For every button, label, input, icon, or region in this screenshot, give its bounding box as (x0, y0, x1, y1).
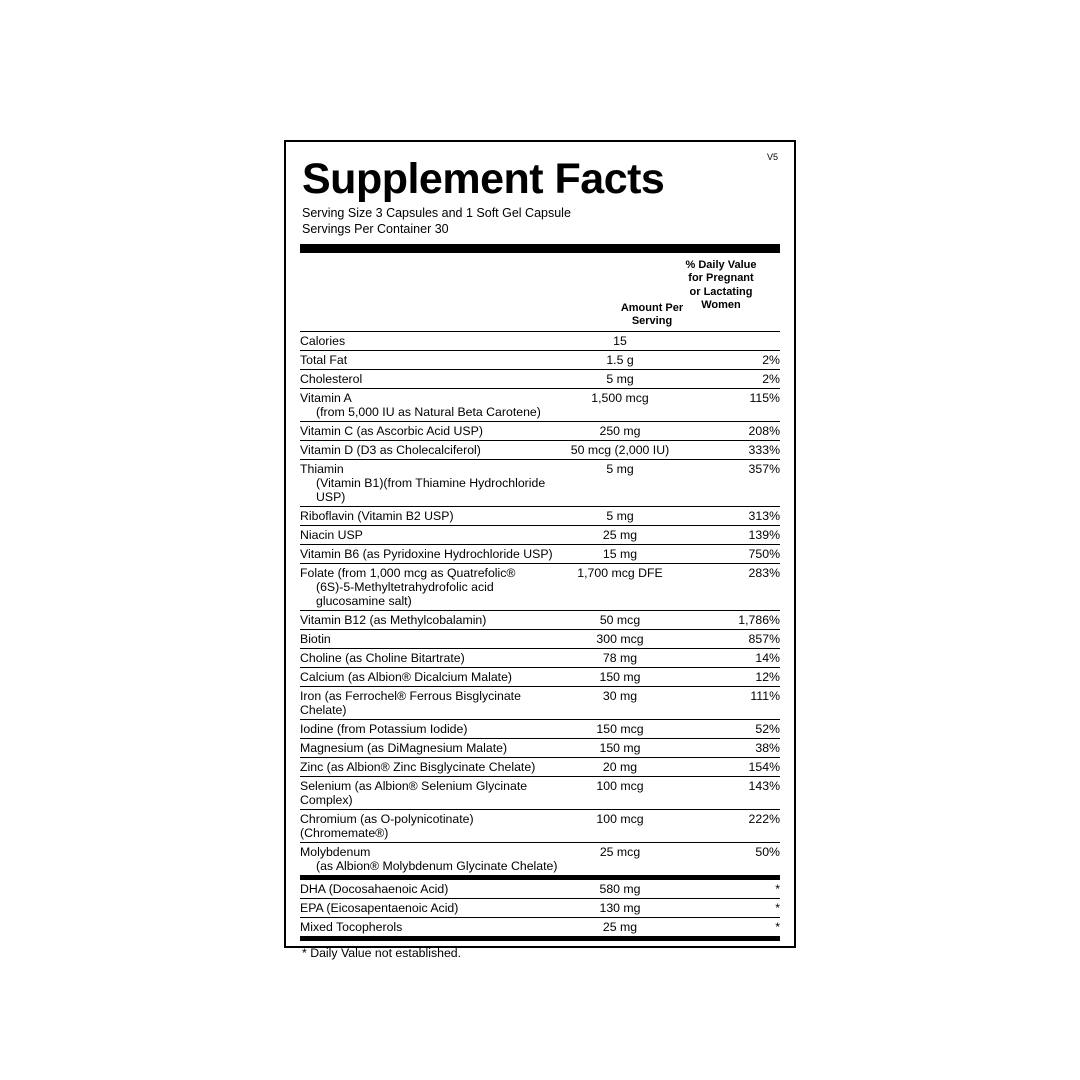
table-row (300, 776, 780, 809)
header-daily-value (666, 259, 776, 313)
nutrient-daily-value: * (680, 898, 780, 917)
nutrient-source-note: (Vitamin B1)(from Thiamine Hydrochloride USP) (316, 475, 546, 504)
nutrient-name: Magnesium (as DiMagnesium Malate) (300, 738, 560, 757)
nutrients-table (300, 332, 780, 875)
nutrient-name: Iodine (from Potassium Iodide) (300, 719, 560, 738)
nutrient-daily-value: 333% (680, 440, 780, 459)
table-row (300, 898, 780, 917)
nutrient-daily-value: 313% (680, 506, 780, 525)
table-row (300, 350, 780, 369)
table-row (300, 719, 780, 738)
nutrient-amount: 1,500 mcg (560, 388, 680, 421)
nutrient-name: Chromium (as O-polynicotinate) (Chromemate®) (300, 809, 560, 842)
nutrient-amount: 100 mcg (560, 776, 680, 809)
serving-size: Serving Size 3 Capsules and 1 Soft Gel Capsule (302, 206, 571, 221)
nutrient-name: Total Fat (300, 350, 560, 369)
table-row (300, 459, 780, 506)
nutrient-source-note: (6S)-5-Methyltetrahydrofolic acid glucosamine salt) (316, 579, 494, 608)
table-row (300, 667, 780, 686)
nutrient-name: Riboflavin (Vitamin B2 USP) (300, 506, 560, 525)
header-dv-line3: or Lactating (689, 285, 753, 298)
nutrient-daily-value: 357% (680, 459, 780, 506)
nutrient-name: Calcium (as Albion® Dicalcium Malate) (300, 667, 560, 686)
header-dv-line1: % Daily Value (685, 258, 757, 271)
table-row (300, 421, 780, 440)
table-row (300, 629, 780, 648)
table-row (300, 809, 780, 842)
nutrient-amount: 150 mg (560, 738, 680, 757)
nutrient-daily-value: 857% (680, 629, 780, 648)
nutrient-amount: 1.5 g (560, 350, 680, 369)
nutrient-daily-value: 50% (755, 844, 780, 859)
table-row (300, 917, 780, 936)
nutrient-daily-value: 115% (680, 388, 780, 421)
nutrient-daily-value: 154% (680, 757, 780, 776)
header-dv-line2: for Pregnant (688, 272, 754, 285)
header-dv-line4: Women (701, 298, 741, 311)
table-row (300, 563, 780, 610)
nutrient-amount: 130 mg (560, 898, 680, 917)
nutrient-daily-value: 111% (680, 686, 780, 719)
table-header (300, 253, 780, 331)
table-row (300, 610, 780, 629)
table-row (300, 332, 780, 351)
nutrient-name: Vitamin A (from 5,000 IU as Natural Beta Carotene) (300, 388, 560, 421)
nutrient-amount: 1,700 mcg DFE (560, 563, 680, 610)
nutrient-amount: 25 mcg (599, 844, 641, 859)
table-row (300, 525, 780, 544)
table-row (300, 842, 780, 875)
table-row (300, 738, 780, 757)
nutrient-daily-value (680, 332, 780, 351)
nutrient-daily-value: 38% (680, 738, 780, 757)
nutrient-daily-value: 1,786% (680, 610, 780, 629)
nutrient-daily-value: 208% (680, 421, 780, 440)
nutrient-amount: 100 mcg (560, 809, 680, 842)
nutrient-amount: 150 mcg (560, 719, 680, 738)
nutrient-amount: 30 mg (560, 686, 680, 719)
nutrient-daily-value: * (775, 919, 780, 934)
nutrient-amount: 150 mg (560, 667, 680, 686)
nutrient-name: Selenium (as Albion® Selenium Glycinate Complex) (300, 776, 560, 809)
nutrient-amount: 20 mg (560, 757, 680, 776)
nutrient-name: Vitamin B12 (as Methylcobalamin) (300, 610, 560, 629)
nutrient-daily-value: 2% (680, 350, 780, 369)
table-row (300, 369, 780, 388)
nutrient-name: DHA (Docosahaenoic Acid) (300, 880, 560, 899)
header-amount-line2: Serving (631, 315, 673, 328)
nutrient-daily-value: 52% (680, 719, 780, 738)
nutrient-amount: 15 mg (560, 544, 680, 563)
nutrient-name: Niacin USP (300, 525, 560, 544)
nutrient-name: Cholesterol (300, 369, 560, 388)
nutrient-daily-value: 12% (680, 667, 780, 686)
nutrient-name: Thiamin (Vitamin B1)(from Thiamine Hydrochloride USP) (300, 459, 560, 506)
table-row (300, 440, 780, 459)
table-row (300, 880, 780, 899)
nutrient-name: Biotin (300, 629, 560, 648)
nutrient-amount: 5 mg (560, 506, 680, 525)
nutrient-amount: 5 mg (560, 459, 680, 506)
nutrient-daily-value: 2% (680, 369, 780, 388)
panel-inner (300, 150, 780, 960)
nutrient-name: Iron (as Ferrochel® Ferrous Bisglycinate Chelate) (300, 686, 560, 719)
nutrient-daily-value: 283% (680, 563, 780, 610)
nutrient-name: Folate (from 1,000 mcg as Quatrefolic® (6S)-5-Methyltetrahydrofolic acid glucosamine salt) (300, 563, 560, 610)
version-label: V5 (766, 152, 778, 162)
nutrient-amount: 250 mg (560, 421, 680, 440)
page-title: Supplement Facts (302, 155, 665, 203)
nutrient-daily-value: 222% (680, 809, 780, 842)
nutrient-name: Calories (300, 332, 560, 351)
nutrient-daily-value: * (680, 880, 780, 899)
table-row (300, 506, 780, 525)
nutrient-name: Vitamin D (D3 as Cholecalciferol) (300, 440, 560, 459)
supplement-facts-panel (284, 140, 796, 960)
table-row (300, 686, 780, 719)
nutrient-amount: 300 mcg (560, 629, 680, 648)
nutrient-name: Vitamin C (as Ascorbic Acid USP) (300, 421, 560, 440)
table-row (300, 648, 780, 667)
nutrient-daily-value: 143% (680, 776, 780, 809)
table-row (300, 388, 780, 421)
nutrient-amount: 25 mg (602, 919, 638, 934)
nutrient-source-note: (as Albion® Molybdenum Glycinate Chelate) (316, 858, 558, 873)
nutrient-name: EPA (Eicosapentaenoic Acid) (300, 898, 560, 917)
nutrient-name: Choline (as Choline Bitartrate) (300, 648, 560, 667)
footnote: * Daily Value not established. (302, 945, 462, 960)
nutrient-amount: 50 mcg (2,000 IU) (560, 440, 680, 459)
fatty-acids-table (300, 880, 780, 936)
table-row (300, 544, 780, 563)
serving-info (300, 206, 780, 237)
nutrient-name: Molybdenum (as Albion® Molybdenum Glycinate Chelate) (300, 842, 560, 875)
divider-thick-top (300, 244, 780, 253)
nutrient-amount: 15 (560, 332, 680, 351)
nutrient-amount: 5 mg (560, 369, 680, 388)
nutrient-amount: 78 mg (560, 648, 680, 667)
nutrient-amount: 580 mg (560, 880, 680, 899)
nutrient-name: Mixed Tocopherols (300, 919, 403, 934)
nutrient-daily-value: 139% (680, 525, 780, 544)
nutrient-daily-value: 750% (680, 544, 780, 563)
nutrient-daily-value: 14% (680, 648, 780, 667)
servings-per-container: Servings Per Container 30 (302, 222, 449, 237)
nutrient-name: Zinc (as Albion® Zinc Bisglycinate Chelate) (300, 757, 560, 776)
header-amount-line1: Amount Per (620, 301, 684, 314)
nutrient-amount: 25 mg (560, 525, 680, 544)
nutrient-amount: 50 mcg (560, 610, 680, 629)
nutrient-name: Vitamin B6 (as Pyridoxine Hydrochloride USP) (300, 544, 560, 563)
table-row (300, 757, 780, 776)
nutrient-source-note: (from 5,000 IU as Natural Beta Carotene) (316, 404, 541, 419)
